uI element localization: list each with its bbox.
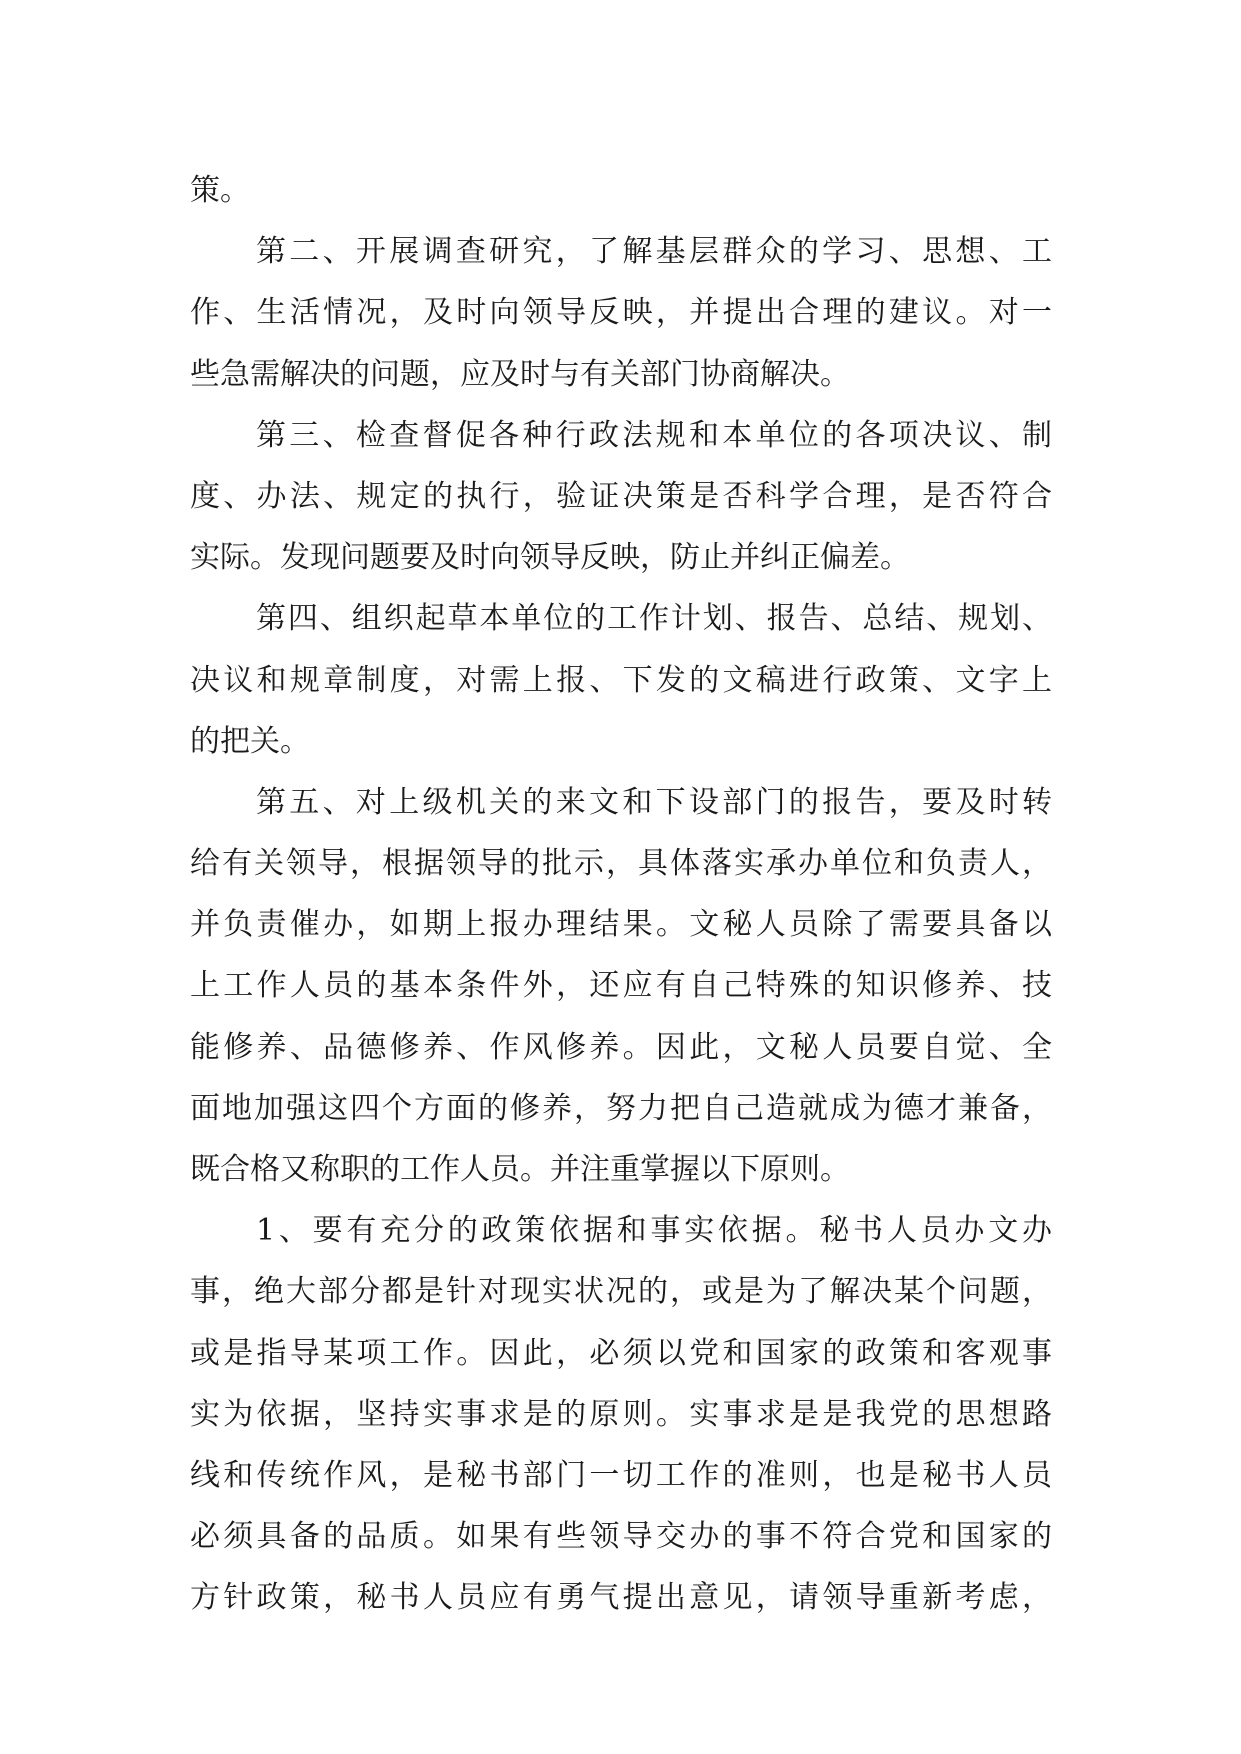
text-line: 或是指导某项工作。因此，必须以党和国家的政策和客观事	[190, 1335, 1052, 1371]
paragraph-first-line: 第二、开展调查研究，了解基层群众的学习、思想、工	[256, 234, 1052, 270]
text-line: 些急需解决的问题，应及时与有关部门协商解决。	[190, 356, 850, 392]
text-line: 决议和规章制度，对需上报、下发的文稿进行政策、文字上	[190, 662, 1052, 698]
text-line: 既合格又称职的工作人员。并注重掌握以下原则。	[190, 1152, 850, 1187]
text-line: 必须具备的品质。如果有些领导交办的事不符合党和国家的	[190, 1519, 1052, 1555]
text-line: 实为依据，坚持实事求是的原则。实事求是是我党的思想路	[190, 1396, 1052, 1432]
document-body	[190, 160, 1052, 1629]
paragraph-first-line: 第四、组织起草本单位的工作计划、报告、总结、规划、	[256, 601, 1052, 637]
text-line: 方针政策，秘书人员应有勇气提出意见，请领导重新考虑，	[190, 1580, 1052, 1616]
text-line: 作、生活情况，及时向领导反映，并提出合理的建议。对一	[190, 295, 1052, 331]
text-line: 线和传统作风，是秘书部门一切工作的准则，也是秘书人员	[190, 1457, 1052, 1493]
paragraph-first-line: 1、要有充分的政策依据和事实依据。秘书人员办文办	[256, 1213, 1052, 1249]
text-line: 度、办法、规定的执行，验证决策是否科学合理，是否符合	[190, 478, 1052, 514]
paragraph-first-line: 第三、检查督促各种行政法规和本单位的各项决议、制	[256, 417, 1052, 453]
text-line: 面地加强这四个方面的修养，努力把自己造就成为德才兼备，	[190, 1090, 1052, 1126]
text-line: 上工作人员的基本条件外，还应有自己特殊的知识修养、技	[190, 968, 1052, 1004]
text-line: 给有关领导，根据领导的批示，具体落实承办单位和负责人，	[190, 846, 1052, 882]
paragraph-first-line: 第五、对上级机关的来文和下设部门的报告，要及时转	[256, 784, 1052, 820]
text-line: 并负责催办，如期上报办理结果。文秘人员除了需要具备以	[190, 907, 1052, 943]
text-line: 能修养、品德修养、作风修养。因此，文秘人员要自觉、全	[190, 1029, 1052, 1065]
text-line: 策。	[190, 173, 250, 208]
text-line: 事，绝大部分都是针对现实状况的，或是为了解决某个问题，	[190, 1274, 1052, 1310]
text-line: 的把关。	[190, 723, 310, 759]
text-line: 实际。发现问题要及时向领导反映，防止并纠正偏差。	[190, 540, 910, 576]
